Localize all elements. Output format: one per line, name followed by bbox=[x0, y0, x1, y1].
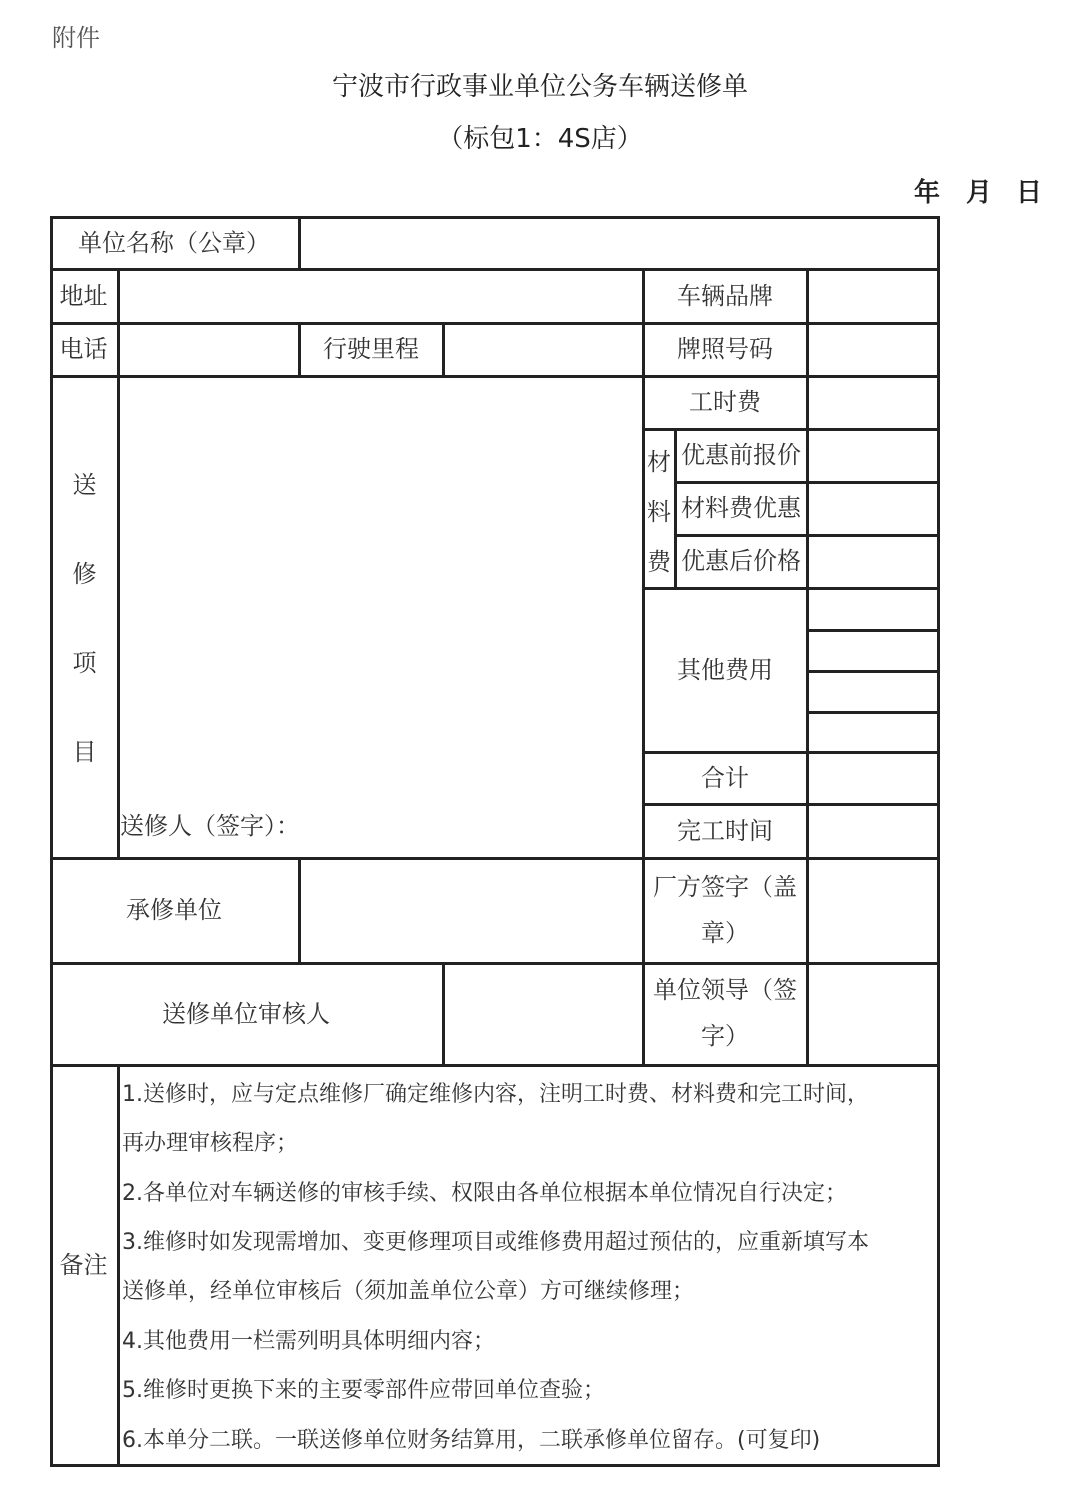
leader-signature-line: 字） bbox=[701, 1022, 749, 1050]
leader-signature-label bbox=[644, 964, 806, 1064]
table-border-bottom bbox=[50, 1464, 940, 1467]
other-fees-label: 其他费用 bbox=[677, 655, 773, 684]
date-month-label: 月 bbox=[966, 178, 993, 208]
note-line: 1.送修时，应与定点维修厂确定维修内容，注明工时费、材料费和完工时间， bbox=[122, 1082, 869, 1107]
material-discount-label: 材料费优惠 bbox=[681, 494, 801, 523]
note-line: 6.本单分二联。一联送修单位财务结算用，二联承修单位留存。(可复印) bbox=[122, 1428, 821, 1453]
form-subtitle: （标包1：4S店） bbox=[437, 124, 643, 154]
note-line: 再办理审核程序； bbox=[122, 1131, 299, 1156]
plate-number-label: 牌照号码 bbox=[677, 335, 773, 364]
material-fee-label bbox=[644, 434, 674, 584]
table-rule bbox=[298, 857, 301, 964]
table-rule bbox=[298, 216, 301, 270]
material-fee-char: 料 bbox=[647, 497, 671, 526]
factory-signature-line: 章） bbox=[701, 918, 749, 947]
notes-label: 备注 bbox=[59, 1250, 108, 1279]
repair-items-char: 项 bbox=[72, 649, 97, 677]
repair-unit-label: 承修单位 bbox=[126, 896, 222, 925]
reviewer-label: 送修单位审核人 bbox=[162, 999, 330, 1028]
leader-signature-line: 单位领导（签 bbox=[653, 976, 797, 1005]
form-title: 宁波市行政事业单位公务车辆送修单 bbox=[331, 72, 748, 102]
completion-time-label: 完工时间 bbox=[677, 816, 773, 845]
material-fee-char: 材 bbox=[647, 447, 671, 476]
repair-items-char: 目 bbox=[72, 738, 97, 766]
factory-signature-line: 厂方签字（盖 bbox=[653, 872, 797, 901]
address-label: 地址 bbox=[59, 281, 108, 310]
table-rule bbox=[806, 268, 809, 1065]
note-line: 3.维修时如发现需增加、变更修理项目或维修费用超过预估的，应重新填写本 bbox=[122, 1230, 869, 1255]
material-fee-char: 费 bbox=[647, 547, 671, 576]
unit-name-label: 单位名称（公章） bbox=[78, 228, 270, 257]
repair-items-char: 送 bbox=[72, 471, 97, 499]
post-discount-price-label: 优惠后价格 bbox=[681, 547, 801, 576]
date-year-label: 年 bbox=[914, 178, 941, 208]
table-rule bbox=[117, 1064, 120, 1467]
phone-label: 电话 bbox=[59, 335, 108, 364]
note-line: 2.各单位对车辆送修的审核手续、权限由各单位根据本单位情况自行决定； bbox=[122, 1181, 847, 1206]
table-rule bbox=[808, 711, 940, 714]
total-label: 合计 bbox=[701, 763, 749, 792]
table-rule bbox=[442, 322, 445, 376]
repair-items-char: 修 bbox=[72, 560, 97, 588]
factory-signature-label bbox=[644, 859, 806, 962]
repair-form-table bbox=[50, 216, 940, 1467]
vehicle-brand-label: 车辆品牌 bbox=[677, 281, 773, 310]
attachment-label: 附件 bbox=[52, 24, 100, 52]
table-rule bbox=[442, 962, 445, 1066]
note-line: 送修单，经单位审核后（须加盖单位公章）方可继续修理； bbox=[122, 1279, 695, 1304]
sender-signature-label: 送修人（签字）： bbox=[120, 811, 300, 840]
note-line: 5.维修时更换下来的主要零部件应带回单位查验； bbox=[122, 1378, 605, 1403]
labor-fee-label: 工时费 bbox=[689, 388, 761, 417]
table-rule bbox=[117, 375, 120, 859]
table-rule bbox=[117, 268, 120, 376]
table-rule bbox=[808, 670, 940, 673]
note-line: 4.其他费用一栏需列明具体明细内容； bbox=[122, 1329, 495, 1354]
date-day-label: 日 bbox=[1016, 178, 1043, 208]
repair-items-label bbox=[52, 438, 117, 794]
table-border-right bbox=[937, 216, 940, 1467]
mileage-label: 行驶里程 bbox=[323, 335, 419, 364]
table-rule bbox=[808, 629, 940, 632]
pre-discount-quote-label: 优惠前报价 bbox=[681, 441, 801, 470]
